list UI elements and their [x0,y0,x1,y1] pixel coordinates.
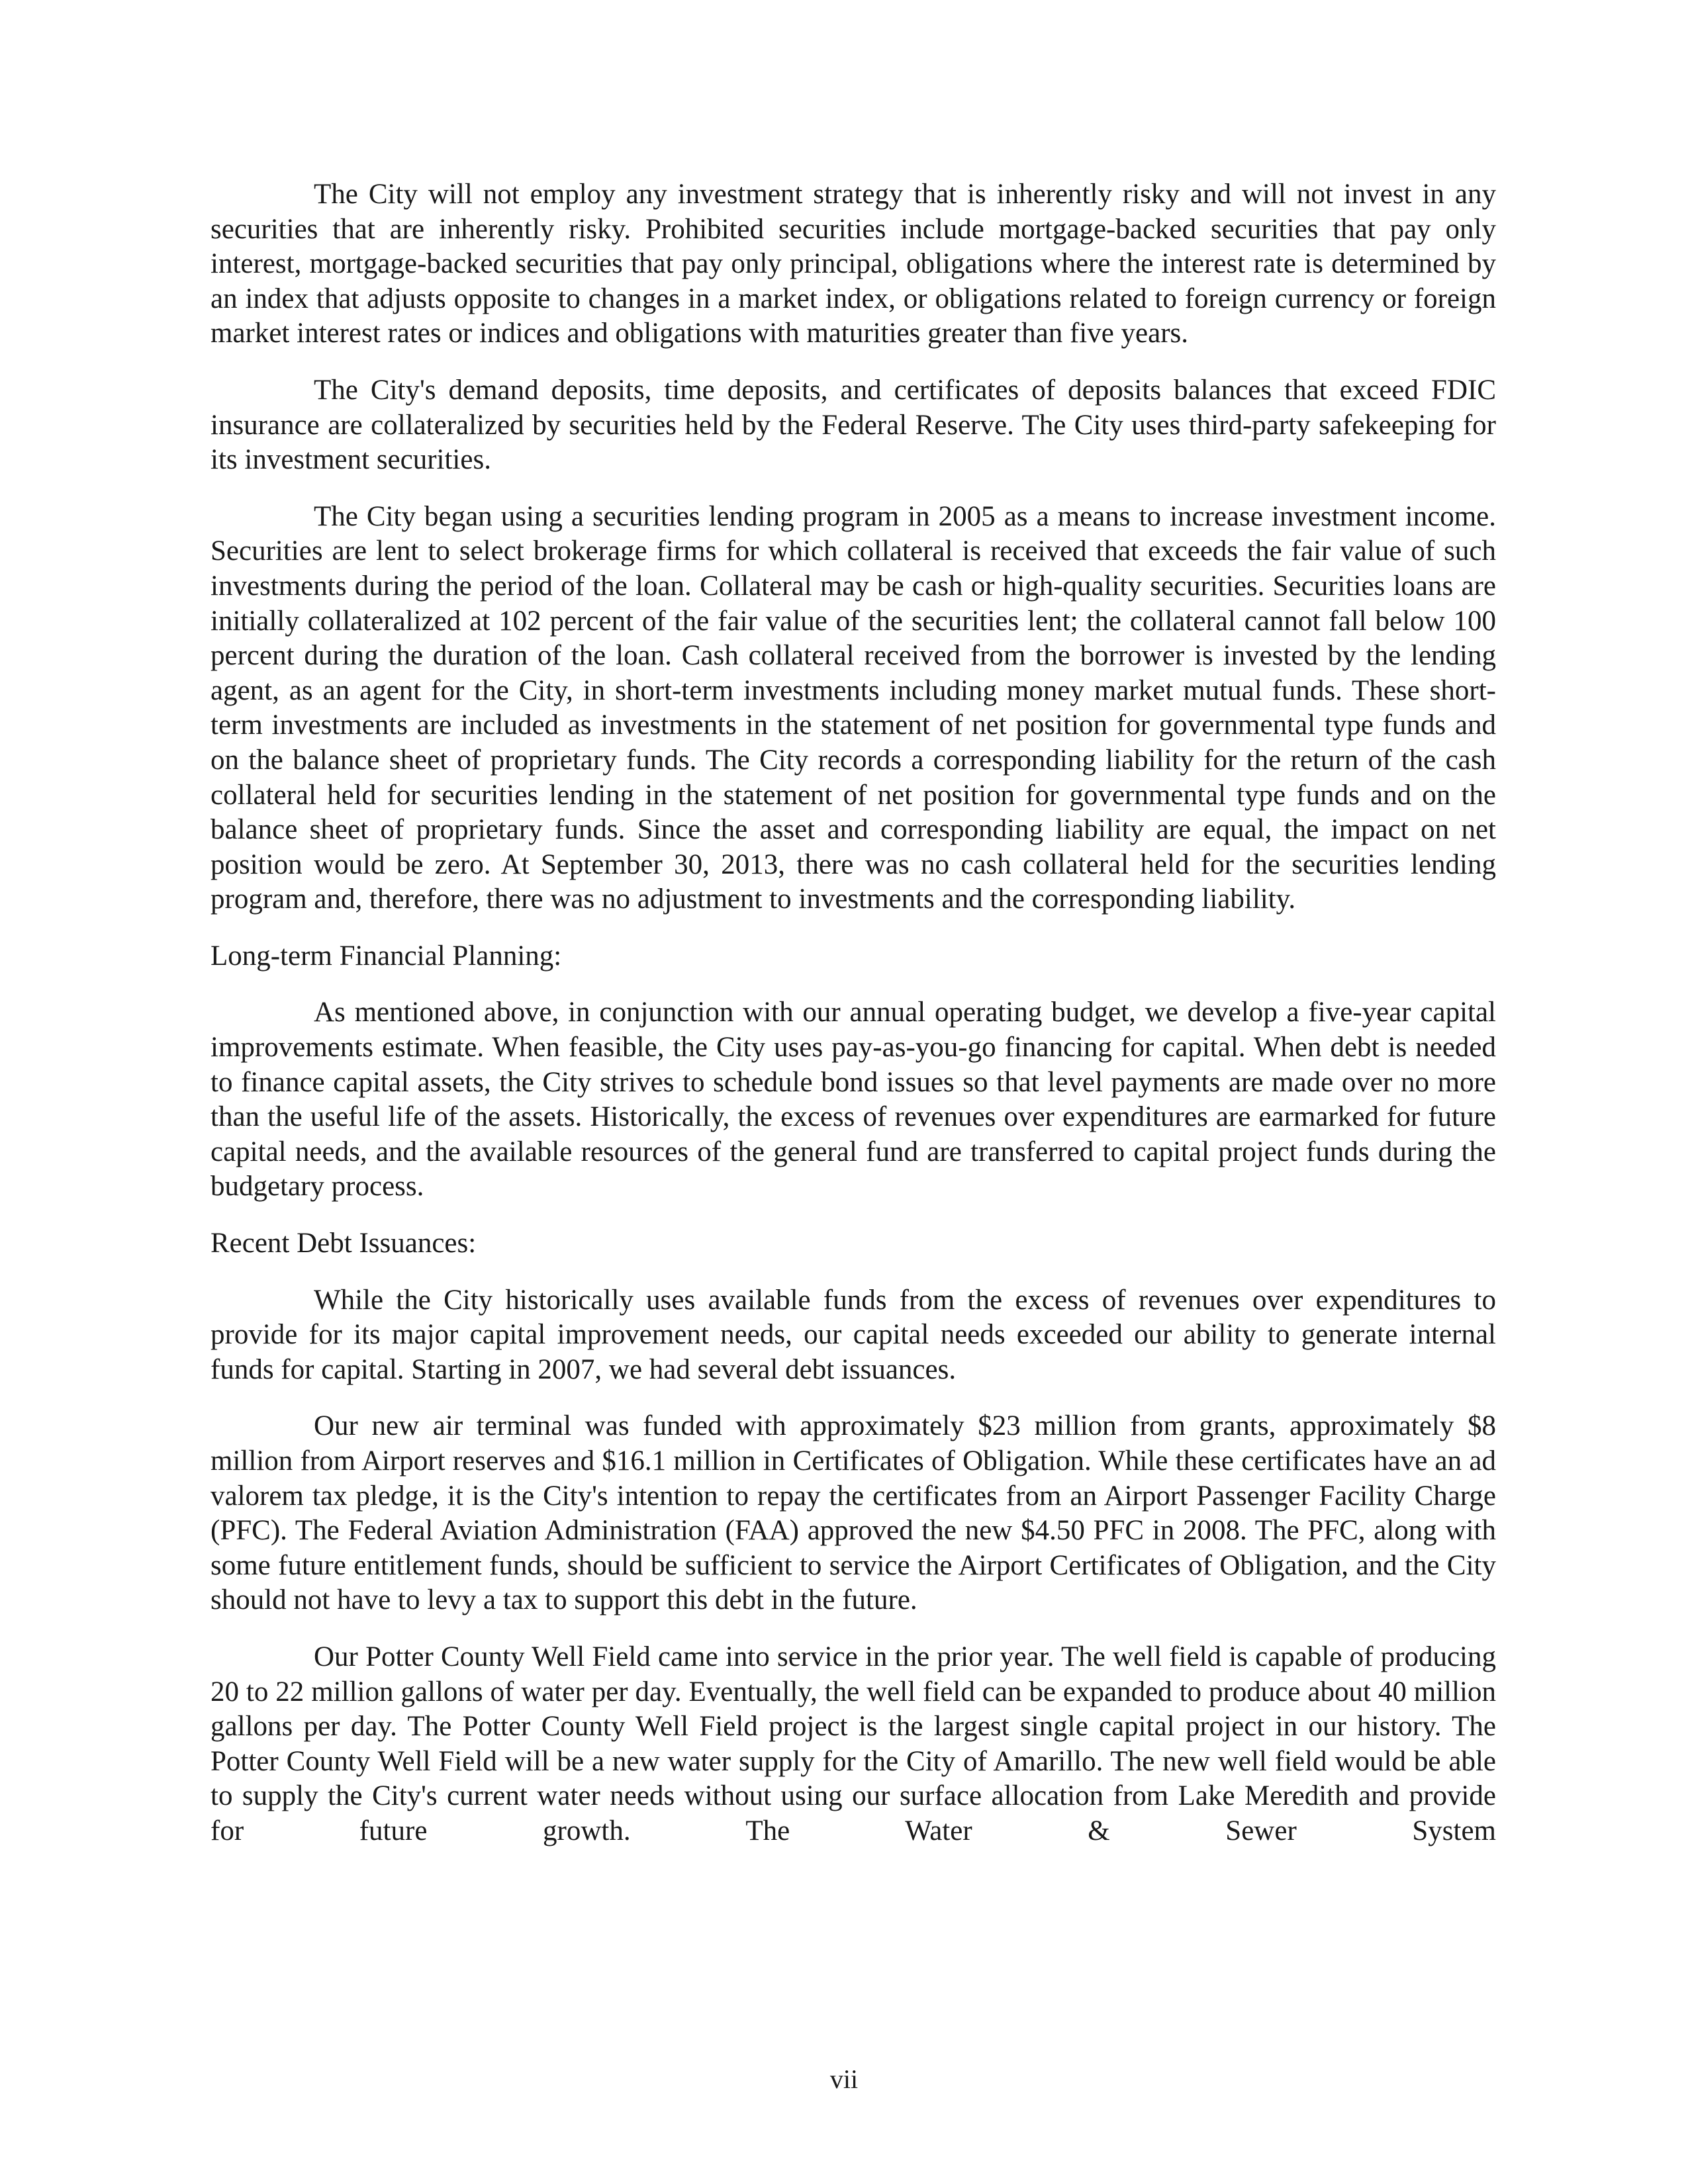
heading-recent-debt-issuances: Recent Debt Issuances: [211,1228,477,1259]
page-number: vii [829,2064,859,2094]
heading-long-term-financial-planning: Long-term Financial Planning: [211,940,562,972]
paragraph-long-term-planning: As mentioned above, in conjunction with our annual operating budget, we develop a five-year capital improvements estimate. When feasible, the City uses pay-as-you-go financing for capital. When debt is needed to finance capital assets, the City strives to schedule bond issues so that level payments are made over no more than the useful life of the assets. Historically, the excess of revenues over expenditures are earmarked for future capital needs, and the available resources of the general fund are transferred to capital project funds during the budgetary process. [211,997,1496,1203]
paragraph-deposits-collateral: The City's demand deposits, time deposits, and certificates of deposits balances that exceed FDIC insurance are collateralized by securities held by the Federal Reserve. The City uses third-party safekeeping for its investment securities. [211,374,1496,476]
paragraph-air-terminal: Our new air terminal was funded with approximately $23 million from grants, approximately $8 million from Airport reserves and $16.1 million in Certificates of Obligation. While these certificates have an ad valorem tax pledge, it is the City's intention to repay the certificates from an Airport Passenger Facility Charge (PFC). The Federal Aviation Administration (FAA) approved the new $4.50 PFC in 2008. The PFC, along with some future entitlement funds, should be sufficient to service the Airport Certificates of Obligation, and the City should not have to levy a tax to support this debt in the future. [211,1410,1496,1616]
paragraph-securities-lending: The City began using a securities lending program in 2005 as a means to increase investment income. Securities are lent to select brokerage firms for which collateral is received that exceeds the fair value of such investments during the period of the loan. Collateral may be cash or high-quality securities. Securities loans are initially collateralized at 102 percent of the fair value of the securities lent; the collateral cannot fall below 100 percent during the duration of the loan. Cash collateral received from the borrower is invested by the lending agent, as an agent for the City, in short-term investments including money market mutual funds. These short-term investments are included as investments in the statement of net position for governmental type funds and on the balance sheet of proprietary funds. The City records a corresponding liability for the return of the cash collateral held for securities lending in the statement of net position for governmental type funds and on the balance sheet of proprietary funds. Since the asset and corresponding liability are equal, the impact on net position would be zero. At September 30, 2013, there was no cash collateral held for the securities lending program and, therefore, there was no adjustment to investments and the corresponding liability. [211,500,1496,915]
paragraph-prohibited-investments: The City will not employ any investment strategy that is inherently risky and will not invest in any securities that are inherently risky. Prohibited securities include mortgage-backed securities that pay only interest, mortgage-backed securities that pay only principal, obligations where the interest rate is determined by an index that adjusts opposite to changes in a market index, or obligations related to foreign currency or foreign market interest rates or indices and obligations with maturities greater than five years. [211,179,1496,349]
document-body [211,177,1496,1871]
paragraph-well-field: Our Potter County Well Field came into service in the prior year. The well field is capable of producing 20 to 22 million gallons of water per day. Eventually, the well field can be expanded to produce about 40 million gallons per day. The Potter County Well Field project is the largest single capital project in our history. The Potter County Well Field will be a new water supply for the City of Amarillo. The new well field would be able to supply the City's current water needs without using our surface allocation from Lake Meredith and provide for future growth. The Water & Sewer System [211,1641,1496,1846]
paragraph-debt-intro: While the City historically uses available funds from the excess of revenues over expenditures to provide for its major capital improvement needs, our capital needs exceeded our ability to generate internal funds for capital. Starting in 2007, we had several debt issuances. [211,1284,1496,1385]
